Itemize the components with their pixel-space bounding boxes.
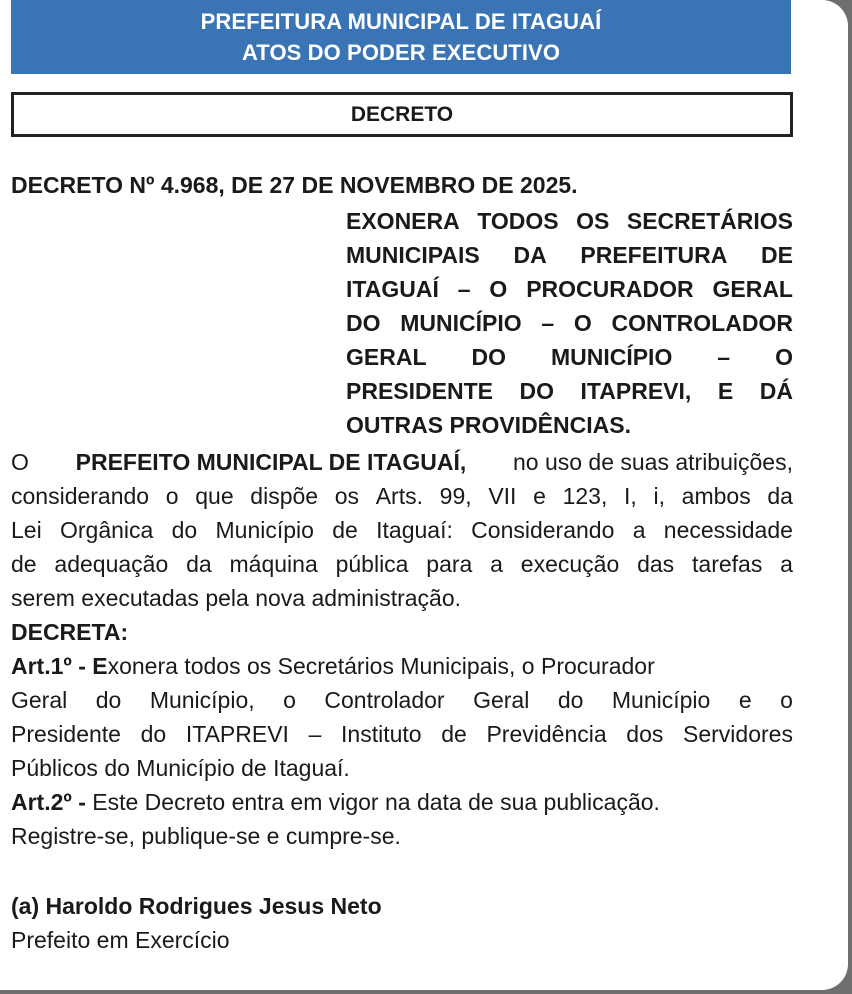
header-subtitle: ATOS DO PODER EXECUTIVO [241,40,561,65]
body-word: dos [626,721,664,747]
body-word: os [334,483,360,509]
body-word: Geral [11,687,68,713]
body-word: ambos [681,483,751,509]
ementa-word: DO [519,378,555,404]
body-word: e [533,483,546,509]
body-word: Geral [473,687,530,713]
preamble-line1-rest: no uso de suas atribuições, [512,449,793,475]
preamble-line: serem executadas pela nova administração. [11,585,462,611]
signature: (a) Haroldo Rodrigues Jesus Neto [11,893,382,919]
body-word: de [332,517,358,543]
ementa-line [346,204,793,238]
ementa-word: DA [513,242,547,268]
ementa [346,204,793,442]
ementa-line [346,408,793,442]
ementa-word: O [489,276,508,302]
art2-line: Registre-se, publique-se e cumpre-se. [11,823,401,849]
ementa-word: DO [346,310,381,336]
body-word: para [426,551,473,577]
body-word: do [95,687,122,713]
body-word: tarefas [692,551,763,577]
ementa-word: O [573,310,592,336]
body-word: Município, [149,687,255,713]
body-word: do [557,687,584,713]
body-word: considerando [11,483,150,509]
preamble-line [11,513,793,547]
ementa-word: GERAL [346,344,427,370]
ementa-word: E [717,378,734,404]
art2-text [11,785,660,819]
body-word: de [441,721,467,747]
ementa-word: EXONERA [346,208,460,234]
header-banner [11,0,791,74]
body-word: do [140,721,167,747]
ementa-word: CONTROLADOR [611,310,793,336]
body-word: ITAPREVI [185,721,289,747]
body-word: pública [335,551,409,577]
ementa-line [346,272,793,306]
body-word: Município [611,687,711,713]
body-word: da [186,551,212,577]
ementa-word: PREFEITURA [580,242,728,268]
body-word: – [308,721,322,747]
ementa-word: SECRETÁRIOS [626,208,793,234]
body-word: Município [215,517,314,543]
body-word: Orgânica [60,517,154,543]
ementa-word: MUNICIPAIS [346,242,480,268]
body-word: de [11,551,37,577]
preamble-line [11,445,793,479]
body-word: necessidade [663,517,793,543]
body-word: e [738,687,752,713]
body-word: Presidente [11,721,121,747]
art2-line [11,785,793,819]
body-word: Previdência [486,721,607,747]
section-label: DECRETO [350,103,454,126]
body-word: máquina [229,551,318,577]
body-word: Instituto [341,721,422,747]
ementa-word: PROCURADOR [526,276,694,302]
art1-line1-rest: xonera todos os Secretários Municipais, o Procurador [107,653,655,679]
preamble-authority: PREFEITO MUNICIPAL DE ITAGUAÍ, [75,449,467,475]
body-word: do [171,517,198,543]
ementa-word: DE [761,242,793,268]
ementa-word: PROVIDÊNCIAS. [449,412,631,438]
body-word: o [283,687,296,713]
body-word: adequação [54,551,169,577]
preamble-line [11,547,793,581]
body-word: Itaguaí: [376,517,453,543]
body-word: o [165,483,179,509]
ementa-word: DO [471,344,506,370]
preamble-lead: O [11,449,29,475]
body-word: 99, [439,483,472,509]
body-word: i, [653,483,665,509]
decreta-heading: DECRETA: [11,619,129,645]
ementa-line [346,306,793,340]
body-word: Lei [11,517,42,543]
ementa-line [346,374,793,408]
decree-number: DECRETO Nº 4.968, DE 27 DE NOVEMBRO DE 2025. [11,172,578,198]
ementa-word: OUTRAS [346,412,450,438]
art1-line [11,717,793,751]
ementa-word: ITAGUAÍ [346,276,439,302]
ementa-word: ITAPREVI, [580,378,692,404]
art2-line1-rest: Este Decreto entra em vigor na data de sua publicação. [92,789,660,815]
art1-text [11,649,655,683]
body-word: o [780,687,793,713]
ementa-word: – [541,310,555,336]
body-word: Controlador [324,687,445,713]
ementa-word: PRESIDENTE [346,378,493,404]
body-word: a [490,551,503,577]
art1-line [11,649,793,683]
ementa-word: – [457,276,471,302]
body-word: Servidores [683,721,793,747]
ementa-word: OS [576,208,610,234]
body-word: I, [624,483,637,509]
body-word: Arts. [375,483,423,509]
ementa-word: GERAL [712,276,793,302]
ementa-word: TODOS [477,208,559,234]
section-label-box [11,92,793,137]
art1-line [11,683,793,717]
art2-label: Art.2º - [11,789,86,815]
art1-line: Públicos do Município de Itaguaí. [11,755,350,781]
ementa-line [346,340,793,374]
ementa-line [346,238,793,272]
body-word: execução [520,551,620,577]
body-word: a [780,551,793,577]
body-word: Considerando [471,517,615,543]
ementa-word: MUNICÍPIO [550,344,673,370]
decree-body [11,445,793,853]
body-word: 123, [562,483,608,509]
signatory-role: Prefeito em Exercício [11,927,230,953]
body-word: da [767,483,793,509]
preamble-line [11,479,793,513]
ementa-word: DÁ [759,378,793,404]
body-word: que [195,483,234,509]
art1-first-letter: E [92,653,108,679]
ementa-word: MUNICÍPIO [400,310,522,336]
body-word: a [632,517,646,543]
ementa-word: – [717,344,731,370]
art1-label: Art.1º - [11,653,86,679]
body-word: VII [488,483,517,509]
body-word: das [637,551,675,577]
body-word: dispõe [250,483,319,509]
ementa-word: O [775,344,793,370]
header-title: PREFEITURA MUNICIPAL DE ITAGUAÍ [200,9,602,34]
